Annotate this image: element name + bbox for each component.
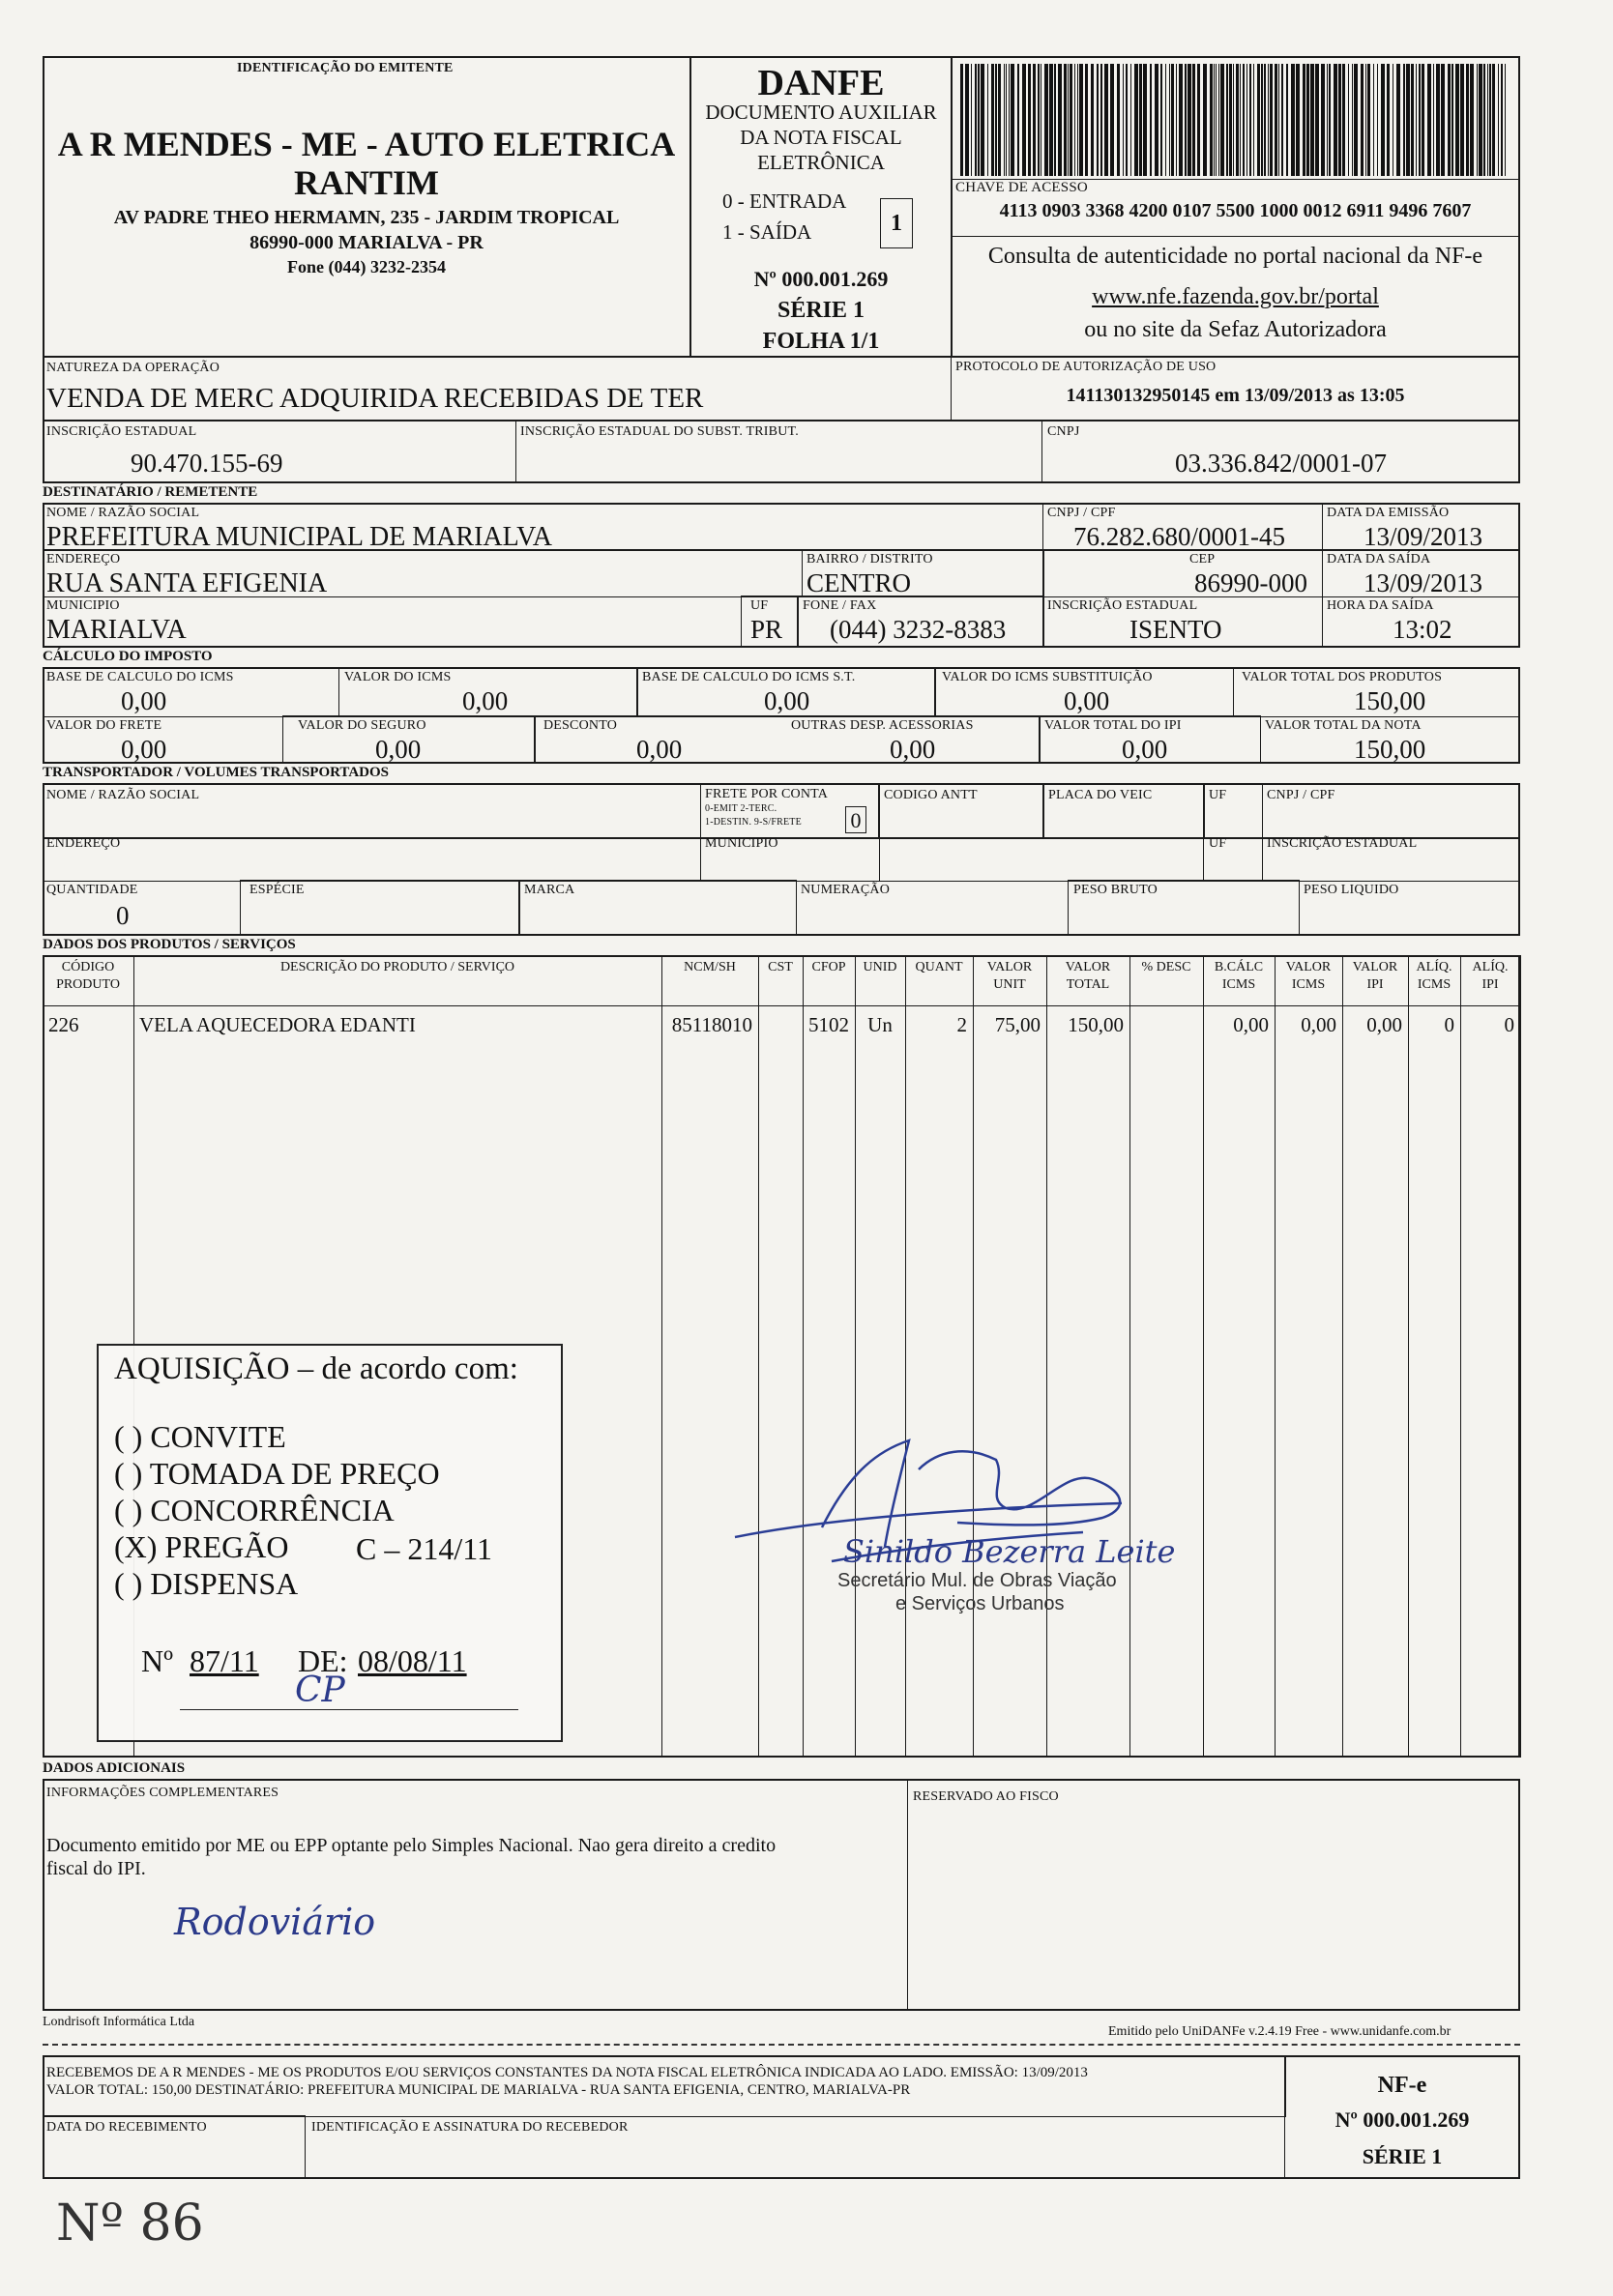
produtos-cell: 75,00 xyxy=(994,1013,1041,1036)
produtos-header: VALOR UNIT xyxy=(986,960,1033,992)
produtos-cell: 0,00 xyxy=(1233,1013,1269,1036)
transp-nome-label: NOME / RAZÃO SOCIAL xyxy=(46,788,200,802)
produtos-cell: 5102 xyxy=(808,1013,849,1036)
produtos-header: UNID xyxy=(863,960,897,974)
software-label: Londrisoft Informática Ltda xyxy=(43,2015,195,2029)
produtos-cell: 150,00 xyxy=(1068,1013,1124,1036)
chave-consulta: Consulta de autenticidade no portal nacional da NF-e xyxy=(987,244,1483,269)
dest-municipio-label: MUNICIPIO xyxy=(46,598,120,613)
emitente-section-label: IDENTIFICAÇÃO DO EMITENTE xyxy=(237,61,454,75)
barcode xyxy=(960,64,1510,176)
danfe-folha: FOLHA 1/1 xyxy=(762,329,880,354)
dest-endereco-label: ENDEREÇO xyxy=(46,552,121,567)
ipi: 0,00 xyxy=(1122,735,1168,764)
dest-emissao: 13/09/2013 xyxy=(1364,522,1483,551)
dest-fone-label: FONE / FAX xyxy=(803,598,877,613)
outras-label: OUTRAS DESP. ACESSORIAS xyxy=(791,718,974,733)
dest-endereco: RUA SANTA EFIGENIA xyxy=(46,568,328,598)
chave-sefaz: ou no site da Sefaz Autorizadora xyxy=(1084,317,1387,342)
info-handwritten: Rodoviário xyxy=(174,1901,376,1943)
dest-bairro: CENTRO xyxy=(806,568,911,597)
produtos-column xyxy=(1460,955,1521,1758)
adicionais-section-label: DADOS ADICIONAIS xyxy=(43,1760,186,1776)
danfe-saida: 1 - SAÍDA xyxy=(722,220,812,244)
danfe-tipo: 1 xyxy=(891,211,902,236)
transportador-section-label: TRANSPORTADOR / VOLUMES TRANSPORTADOS xyxy=(43,765,390,780)
produtos-header: CÓDIGO PRODUTO xyxy=(56,960,120,992)
transp-peso-bruto-label: PESO BRUTO xyxy=(1073,883,1158,897)
stamp-initials: CP xyxy=(295,1671,345,1710)
produtos-header: % DESC xyxy=(1141,960,1191,974)
produtos-column xyxy=(1129,955,1204,1758)
stamp-title: AQUISIÇÃO – de acordo com: xyxy=(114,1351,518,1386)
produtos-header: VALOR ICMS xyxy=(1285,960,1332,992)
dest-nome-label: NOME / RAZÃO SOCIAL xyxy=(46,506,200,520)
desconto-label: DESCONTO xyxy=(543,718,618,733)
ie-value: 90.470.155-69 xyxy=(131,449,283,478)
produtos-cell: 85118010 xyxy=(671,1013,752,1036)
produtos-cell: 0 xyxy=(1444,1013,1454,1036)
stamp-de: 08/08/11 xyxy=(358,1643,467,1678)
total-nota: 150,00 xyxy=(1354,735,1426,764)
produtos-header-line xyxy=(43,1005,1520,1006)
emitente-city: 86990-000 MARIALVA - PR xyxy=(249,232,484,253)
info-line-2: fiscal do IPI. xyxy=(46,1858,146,1879)
stamp-opt4: (X) PREGÃO xyxy=(114,1529,289,1564)
cnpj-label: CNPJ xyxy=(1047,424,1080,439)
produtos-column xyxy=(905,955,974,1758)
stamp-opt4-code: C – 214/11 xyxy=(356,1531,493,1566)
danfe-title: DANFE xyxy=(757,63,885,103)
transp-frete-value: 0 xyxy=(850,808,862,832)
nfe-number: Nº 000.001.269 xyxy=(1334,2107,1470,2132)
emitente-address: AV PADRE THEO HERMAMN, 235 - JARDIM TROPICAL xyxy=(113,207,620,228)
transp-marca-label: MARCA xyxy=(524,883,575,897)
signature-role-1: Secretário Mul. de Obras Viação xyxy=(837,1570,1117,1591)
base-icms: 0,00 xyxy=(121,686,167,715)
produtos-header: CFOP xyxy=(811,960,846,974)
ie-st-label: INSCRIÇÃO ESTADUAL DO SUBST. TRIBUT. xyxy=(520,424,799,439)
produtos-column xyxy=(855,955,906,1758)
total-nota-label: VALOR TOTAL DA NOTA xyxy=(1265,718,1422,733)
dest-emissao-label: DATA DA EMISSÃO xyxy=(1327,506,1450,520)
total-prod-label: VALOR TOTAL DOS PRODUTOS xyxy=(1242,670,1443,684)
produtos-column xyxy=(661,955,759,1758)
stamp-num: 87/11 xyxy=(190,1643,259,1678)
signature-role-2: e Serviços Urbanos xyxy=(895,1593,1065,1614)
dest-cnpj-label: CNPJ / CPF xyxy=(1047,506,1116,520)
dest-nome: PREFEITURA MUNICIPAL DE MARIALVA xyxy=(46,522,553,552)
icms-st-label: VALOR DO ICMS SUBSTITUIÇÃO xyxy=(942,670,1153,684)
valor-icms-label: VALOR DO ICMS xyxy=(344,670,452,684)
emitente-name-1: A R MENDES - ME - AUTO ELETRICA xyxy=(57,125,676,163)
produtos-cell: VELA AQUECEDORA EDANTI xyxy=(139,1013,416,1036)
dest-bairro-label: BAIRRO / DISTRITO xyxy=(806,552,933,567)
stamp-opt5: ( ) DISPENSA xyxy=(114,1566,299,1601)
produtos-header: VALOR TOTAL xyxy=(1065,960,1111,992)
produtos-column xyxy=(803,955,856,1758)
info-line-1: Documento emitido por ME ou EPP optante pelo Simples Nacional. Nao gera direito a credito xyxy=(46,1835,777,1856)
emitente-phone: Fone (044) 3232-2354 xyxy=(287,257,446,276)
produtos-column xyxy=(758,955,804,1758)
emitente-name-2: RANTIM xyxy=(294,163,439,202)
dest-ie: ISENTO xyxy=(1129,615,1222,644)
produtos-column xyxy=(1203,955,1276,1758)
signature-name: Sinildo Bezerra Leite xyxy=(843,1533,1176,1570)
produtos-cell: Un xyxy=(867,1013,893,1036)
protocolo-label: PROTOCOLO DE AUTORIZAÇÃO DE USO xyxy=(955,360,1217,374)
desconto: 0,00 xyxy=(636,735,683,764)
dest-ie-label: INSCRIÇÃO ESTADUAL xyxy=(1047,598,1198,613)
transp-endereco-label: ENDEREÇO xyxy=(46,836,121,851)
nfe-serie: SÉRIE 1 xyxy=(1362,2144,1443,2168)
destinatario-section-label: DESTINATÁRIO / REMETENTE xyxy=(43,484,258,500)
base-st: 0,00 xyxy=(764,686,810,715)
produtos-column xyxy=(973,955,1047,1758)
total-prod: 150,00 xyxy=(1354,686,1426,715)
dest-saida-label: DATA DA SAÍDA xyxy=(1327,552,1431,567)
produtos-header: DESCRIÇÃO DO PRODUTO / SERVIÇO xyxy=(279,960,515,974)
transp-municipio-label: MUNICIPIO xyxy=(705,836,778,851)
dest-cep-label: CEP xyxy=(1189,552,1216,567)
transp-uf-label: UF xyxy=(1209,788,1227,802)
produtos-cell: 0,00 xyxy=(1366,1013,1402,1036)
produtos-column xyxy=(1046,955,1130,1758)
danfe-subtitle-1: DOCUMENTO AUXILIAR xyxy=(705,101,937,124)
cnpj-value: 03.336.842/0001-07 xyxy=(1175,449,1387,478)
transp-peso-liquido-label: PESO LIQUIDO xyxy=(1304,883,1399,897)
produtos-column xyxy=(1408,955,1461,1758)
natureza-value: VENDA DE MERC ADQUIRIDA RECEBIDAS DE TER xyxy=(46,383,704,414)
info-label: INFORMAÇÕES COMPLEMENTARES xyxy=(46,1786,279,1800)
produtos-header: B.CÁLC ICMS xyxy=(1214,960,1264,992)
danfe-numero: Nº 000.001.269 xyxy=(753,267,889,291)
ipi-label: VALOR TOTAL DO IPI xyxy=(1044,718,1182,733)
dest-hora-label: HORA DA SAÍDA xyxy=(1327,598,1434,613)
protocolo-value: 141130132950145 em 13/09/2013 as 13:05 xyxy=(1066,385,1405,406)
frete-label: VALOR DO FRETE xyxy=(46,718,162,733)
transp-cnpj-label: CNPJ / CPF xyxy=(1267,788,1335,802)
ie-label: INSCRIÇÃO ESTADUAL xyxy=(46,424,197,439)
base-icms-label: BASE DE CALCULO DO ICMS xyxy=(46,670,234,684)
produtos-cell: 0 xyxy=(1504,1013,1514,1036)
produtos-header: ALÍQ. ICMS xyxy=(1416,960,1452,992)
produtos-section-label: DADOS DOS PRODUTOS / SERVIÇOS xyxy=(43,937,296,952)
stamp-opt3: ( ) CONCORRÊNCIA xyxy=(114,1493,395,1527)
produtos-cell: 2 xyxy=(956,1013,967,1036)
stamp-opt2: ( ) TOMADA DE PREÇO xyxy=(114,1456,440,1491)
transp-ie-label: INSCRIÇÃO ESTADUAL xyxy=(1267,836,1418,851)
cut-line xyxy=(43,2044,1520,2046)
transp-frete-label: FRETE POR CONTA xyxy=(705,787,829,801)
natureza-label: NATUREZA DA OPERAÇÃO xyxy=(46,361,220,375)
stamp-underline xyxy=(180,1709,518,1710)
transp-antt-label: CODIGO ANTT xyxy=(884,788,978,802)
ident-recebedor-label: IDENTIFICAÇÃO E ASSINATURA DO RECEBEDOR xyxy=(311,2120,629,2135)
dest-cnpj: 76.282.680/0001-45 xyxy=(1073,522,1285,551)
danfe-entrada: 0 - ENTRADA xyxy=(722,189,847,213)
produtos-column xyxy=(1342,955,1409,1758)
dest-uf: PR xyxy=(750,615,783,644)
seguro: 0,00 xyxy=(375,735,422,764)
transp-quantidade: 0 xyxy=(116,901,130,930)
danfe-subtitle-3: ELETRÔNICA xyxy=(757,151,885,174)
fisco-label: RESERVADO AO FISCO xyxy=(913,1789,1059,1804)
valor-icms: 0,00 xyxy=(462,686,509,715)
dest-uf-label: UF xyxy=(750,598,769,613)
seguro-label: VALOR DO SEGURO xyxy=(298,718,426,733)
chave-label: CHAVE DE ACESSO xyxy=(955,180,1088,195)
produtos-header: QUANT xyxy=(915,960,963,974)
produtos-cell: 0,00 xyxy=(1301,1013,1336,1036)
dest-cep: 86990-000 xyxy=(1194,568,1307,597)
transp-quantidade-label: QUANTIDADE xyxy=(46,883,138,897)
stamp-num-label: Nº xyxy=(141,1643,174,1678)
transp-numeracao-label: NUMERAÇÃO xyxy=(801,883,891,897)
transp-especie-label: ESPÉCIE xyxy=(249,883,305,897)
stamp-de-label: DE: xyxy=(298,1643,348,1678)
recebemos-line-1: RECEBEMOS DE A R MENDES - ME OS PRODUTOS E/OU SERVIÇOS CONSTANTES DA NOTA FISCAL ELETRÔNICA INDICADA AO LADO. EMISSÃO: 13/09/2013 xyxy=(46,2065,1088,2080)
dest-saida: 13/09/2013 xyxy=(1364,568,1483,597)
recebemos-line-2: VALOR TOTAL: 150,00 DESTINATÁRIO: PREFEITURA MUNICIPAL DE MARIALVA - RUA SANTA EFIGENIA, CENTRO, MARIALVA-PR xyxy=(46,2082,911,2098)
frete: 0,00 xyxy=(121,735,167,764)
outras: 0,00 xyxy=(890,735,936,764)
stamp-opt1: ( ) CONVITE xyxy=(114,1419,286,1454)
data-recebimento-label: DATA DO RECEBIMENTO xyxy=(46,2120,207,2135)
produtos-header: NCM/SH xyxy=(684,960,736,974)
fisco-box xyxy=(907,1779,1520,2011)
imposto-section-label: CÁLCULO DO IMPOSTO xyxy=(43,649,213,664)
danfe-subtitle-2: DA NOTA FISCAL xyxy=(740,126,902,149)
produtos-header: VALOR IPI xyxy=(1352,960,1398,992)
chave-url[interactable]: www.nfe.fazenda.gov.br/portal xyxy=(1092,284,1379,309)
icms-st: 0,00 xyxy=(1064,686,1110,715)
produtos-header: ALÍQ. IPI xyxy=(1472,960,1509,992)
emitido-label: Emitido pelo UniDANFe v.2.4.19 Free - www.unidanfe.com.br xyxy=(1108,2024,1452,2039)
produtos-header: CST xyxy=(768,960,793,974)
transp-uf2-label: UF xyxy=(1209,836,1227,851)
nfe-label: NF-e xyxy=(1377,2073,1427,2098)
base-st-label: BASE DE CALCULO DO ICMS S.T. xyxy=(642,670,856,684)
produtos-cell: 226 xyxy=(48,1013,79,1036)
dest-municipio: MARIALVA xyxy=(46,615,187,645)
transp-frete-opt2: 1-DESTIN. 9-S/FRETE xyxy=(705,817,802,828)
handwritten-number: Nº 86 xyxy=(56,2194,204,2252)
danfe-serie: SÉRIE 1 xyxy=(777,298,865,323)
transp-frete-opt1: 0-EMIT 2-TERC. xyxy=(705,803,777,814)
dest-fone: (044) 3232-8383 xyxy=(830,615,1007,644)
chave-value: 4113 0903 3368 4200 0107 5500 1000 0012 6911 9496 7607 xyxy=(999,200,1472,221)
transp-placa-label: PLACA DO VEIC xyxy=(1048,788,1153,802)
dest-hora: 13:02 xyxy=(1393,615,1452,644)
produtos-column xyxy=(1275,955,1343,1758)
